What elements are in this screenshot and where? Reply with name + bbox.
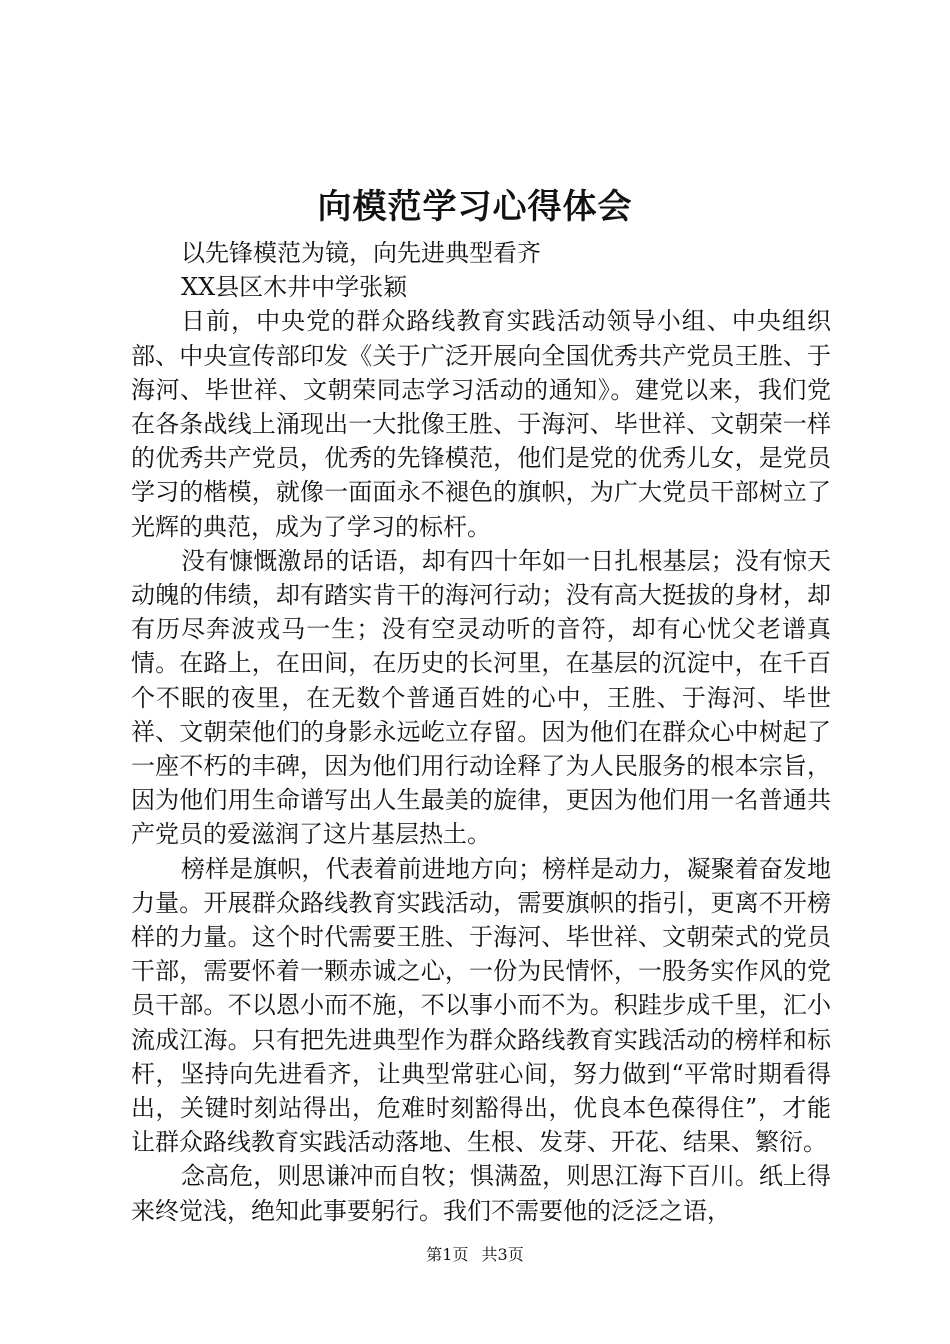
paragraph-1: 日前，中央党的群众路线教育实践活动领导小组、中央组织部、中央宣传部印发《关于广泛开展向全国优秀共产党员王胜、于海河、毕世祥、文朝荣同志学习活动的通知》。建党以来，我们党在各条战线上涌现出一大批像王胜、于海河、毕世祥、文朝荣一样的优秀共产党员，优秀的先锋模范，他们是党的优秀儿女，是党员学习的楷模，就像一面面永不褪色的旗帜，为广大党员干部树立了光辉的典范，成为了学习的标杆。 <box>131 307 831 541</box>
page-total: 共3页 <box>481 1245 524 1264</box>
paragraph-2: 没有慷慨激昂的话语，却有四十年如一日扎根基层；没有惊天动魄的伟绩，却有踏实肯干的海河行动；没有高大挺拔的身材，却有历尽奔波戎马一生；没有空灵动听的音符，却有心忧父老谱真情。在路上，在田间，在历史的长河里，在基层的沉淀中，在千百个不眠的夜里，在无数个普通百姓的心中，王胜、于海河、毕世祥、文朝荣他们的身影永远屹立存留。因为他们在群众心中树起了一座不朽的丰碑，因为他们用行动诠释了为人民服务的根本宗旨，因为他们用生命谱写出人生最美的旋律，更因为他们用一名普通共产党员的爱滋润了这片基层热土。 <box>131 546 831 849</box>
document-subtitle: 以先锋模范为镜，向先进典型看齐 <box>181 239 541 267</box>
author-line: XX县区木井中学张颖 <box>181 273 408 302</box>
document-title: 向模范学习心得体会 <box>317 187 633 227</box>
paragraph-4: 念高危，则思谦冲而自牧；惧满盈，则思江海下百川。纸上得来终觉浅，绝知此事要躬行。我们不需要他的泛泛之语， <box>131 1162 831 1225</box>
document-body <box>131 236 831 1228</box>
page-number: 第1页 <box>426 1245 469 1264</box>
page-footer <box>0 1243 950 1267</box>
paragraph-3: 榜样是旗帜，代表着前进地方向；榜样是动力，凝聚着奋发地力量。开展群众路线教育实践活动，需要旗帜的指引，更离不开榜样的力量。这个时代需要王胜、于海河、毕世祥、文朝荣式的党员干部，需要怀着一颗赤诚之心，一份为民情怀，一股务实作风的党员干部。不以恩小而不施，不以事小而不为。积跬步成千里，汇小流成江海。只有把先进典型作为群众路线教育实践活动的榜样和标杆，坚持向先进看齐，让典型常驻心间，努力做到“平常时期看得出，关键时刻站得出，危难时刻豁得出，优良本色葆得住”，才能让群众路线教育实践活动落地、生根、发芽、开花、结果、繁衍。 <box>131 854 831 1157</box>
